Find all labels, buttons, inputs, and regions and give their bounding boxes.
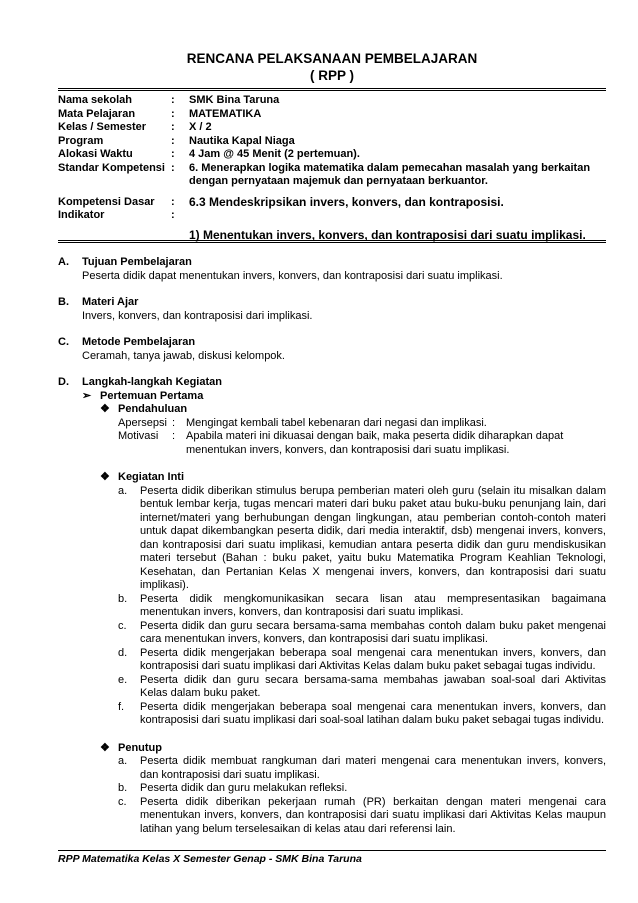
core-heading	[100, 471, 606, 485]
identity-row-time	[58, 148, 606, 162]
list-text: Peserta didik membuat rangkuman dari materi mengenai cara menentukan invers, konvers, dan kontraposisi dari suatu implikasi.	[140, 755, 606, 781]
identity-value: X / 2	[189, 121, 212, 133]
diamond-bullet-icon: ❖	[100, 741, 110, 754]
list-marker: c.	[118, 795, 127, 808]
identity-divider-double	[58, 242, 606, 243]
list-item	[118, 796, 606, 837]
core-list	[100, 485, 606, 728]
section-heading: Metode Pembelajaran	[82, 336, 196, 348]
kv-colon: :	[172, 430, 176, 442]
kv-key: Motivasi	[118, 430, 159, 442]
identity-value	[189, 209, 606, 223]
identity-label: Kompetensi Dasar	[58, 195, 155, 208]
top-divider-double	[58, 90, 606, 91]
meeting-heading	[82, 390, 606, 404]
list-marker: a.	[118, 755, 128, 767]
kv-colon: :	[172, 416, 176, 429]
list-marker: f.	[118, 700, 125, 713]
list-text: Peserta didik dan guru melakukan refleksi.	[140, 782, 348, 794]
identity-value: MATEMATIKA	[189, 107, 262, 120]
identity-colon: :	[171, 134, 175, 147]
kv-value: Apabila materi ini dikuasai dengan baik, maka peserta didik diharapkan dapat menentukan invers, konvers, dan kontraposisi dari suatu implikasi.	[186, 430, 564, 456]
identity-row-standard	[58, 162, 606, 189]
top-divider	[58, 88, 606, 89]
section-body: Ceramah, tanya jawab, diskusi kelompok.	[82, 349, 285, 362]
section-body: Invers, konvers, dan kontraposisi dari implikasi.	[82, 309, 313, 322]
identity-label: Kelas / Semester	[58, 121, 147, 133]
document-subtitle: ( RPP )	[309, 68, 354, 83]
section-activities	[58, 376, 606, 836]
identity-label: Program	[58, 134, 104, 147]
list-item	[118, 782, 606, 796]
list-text: Peserta didik diberikan stimulus berupa pemberian materi oleh guru (selain itu misalkan dalam bentuk lembar kerja, tugas mencari materi dari buku paket atau buku-buku penunjang lain, dari internet/materi yang berhubungan dengan lingkungan, atau pemberian contoh-contoh materi untuk dapat dikembangkan peserta didik, dari media interaktif, dsb) mengenai invers, konvers, dan kontraposisi dari suatu implikasi, kemudian antara peserta didik dan guru mendiskusikan materi tersebut (Bahan : buku paket, yaitu buku Matematika Program Keahlian Teknologi, Kesehatan, dan Pertanian Kelas X mengenai invers, konvers, dan kontraposisi dari suatu implikasi).	[140, 484, 606, 591]
identity-label: Mata Pelajaran	[58, 107, 136, 120]
closing-title: Penutup	[118, 741, 162, 754]
list-item	[118, 485, 606, 593]
diamond-bullet-icon: ❖	[100, 471, 110, 483]
list-marker: a.	[118, 484, 128, 497]
identity-label: Nama sekolah	[58, 94, 132, 106]
footer-divider	[58, 850, 606, 851]
identity-value: 6.3 Mendeskripsikan invers, konvers, dan kontraposisi.	[189, 194, 504, 209]
identity-colon: :	[171, 195, 175, 208]
meeting-title: Pertemuan Pertama	[100, 389, 204, 402]
section-method	[58, 336, 606, 363]
identity-label: Standar Kompetensi	[58, 161, 165, 174]
kv-key: Apersepsi	[118, 416, 167, 429]
list-item	[118, 701, 606, 728]
list-item	[118, 755, 606, 782]
motivasi-row	[118, 430, 606, 457]
apersepsi-row	[118, 417, 606, 431]
section-heading: Materi Ajar	[82, 296, 139, 308]
identity-value: Nautika Kapal Niaga	[189, 134, 295, 147]
list-text: Peserta didik diberikan pekerjaan rumah (PR) berkaitan dengan materi mengenai cara menentukan invers, konvers, dan kontraposisi dari suatu implikasi dari Aktivitas Kelas maupun latihan yang belum terselesaikan di kelas atau dari referensi lain.	[140, 795, 606, 835]
section-heading: Tujuan Pembelajaran	[82, 256, 192, 268]
identity-value: 6. Menerapkan logika matematika dalam pemecahan masalah yang berkaitan dengan pernyataan majemuk dan pernyataan berkuantor.	[189, 161, 591, 187]
kv-value: Mengingat kembali tabel kebenaran dari negasi dan implikasi.	[186, 416, 487, 429]
list-text: Peserta didik mengerjakan beberapa soal mengenai cara menentukan invers, konvers, dan kontraposisi dari suatu implikasi dari Aktivitas Kelas dalam buku paket sebagai tugas individu.	[140, 646, 606, 672]
page-footer: RPP Matematika Kelas X Semester Genap - SMK Bina Taruna	[58, 853, 362, 865]
identity-colon: :	[171, 121, 175, 133]
identity-row-subject	[58, 108, 606, 122]
identity-value: SMK Bina Taruna	[189, 94, 280, 106]
section-letter: B.	[58, 296, 69, 308]
core-title: Kegiatan Inti	[118, 471, 185, 483]
list-marker: b.	[118, 592, 128, 605]
identity-row-competency	[58, 196, 606, 210]
list-item	[118, 593, 606, 620]
identity-label: Indikator	[58, 209, 105, 221]
identity-row-school	[58, 94, 606, 108]
section-heading: Langkah-langkah Kegiatan	[82, 376, 222, 388]
list-text: Peserta didik mengerjakan beberapa soal mengenai cara menentukan invers, konvers, dan kontraposisi dari suatu implikasi dari soal-soal latihan dalam buku paket sebagai tugas individu.	[140, 700, 606, 726]
identity-colon: :	[171, 161, 175, 174]
list-marker: b.	[118, 782, 128, 794]
identity-row-class	[58, 121, 606, 135]
list-item	[118, 674, 606, 701]
identity-colon: :	[171, 148, 175, 160]
section-objective	[58, 256, 606, 283]
section-material	[58, 296, 606, 323]
identity-value: 4 Jam @ 45 Menit (2 pertemuan).	[189, 148, 360, 160]
list-text: Peserta didik mengkomunikasikan secara lisan atau mempresentasikan bagaimana menentukan invers, konvers, dan kontraposisi dari suatu implikasi.	[140, 592, 606, 618]
section-letter: D.	[58, 376, 69, 388]
diamond-bullet-icon: ❖	[100, 403, 110, 415]
list-item	[118, 647, 606, 674]
indicator-text: 1) Menentukan invers, konvers, dan kontraposisi dari suatu implikasi.	[189, 227, 586, 242]
list-text: Peserta didik dan guru secara bersama-sama membahas jawaban soal-soal dari Aktivitas Kelas dalam buku paket.	[140, 673, 606, 699]
identity-divider	[58, 240, 606, 241]
identity-row-indicator	[58, 209, 606, 223]
list-text: Peserta didik dan guru secara bersama-sama membahas contoh dalam buku paket mengenai cara menentukan invers, konvers, dan kontraposisi dari suatu implikasi.	[140, 619, 606, 645]
identity-row-program	[58, 135, 606, 149]
section-letter: A.	[58, 256, 69, 268]
document-title: RENCANA PELAKSANAAN PEMBELAJARAN	[186, 51, 478, 66]
closing-heading	[100, 742, 606, 756]
opening-heading	[100, 403, 606, 417]
list-marker: d.	[118, 646, 128, 659]
list-marker: c.	[118, 619, 127, 632]
identity-table	[58, 94, 606, 242]
opening-title: Pendahuluan	[118, 403, 188, 415]
identity-colon: :	[171, 94, 175, 106]
identity-colon: :	[171, 209, 175, 221]
identity-colon: :	[171, 107, 175, 120]
arrow-bullet-icon: ➢	[82, 389, 92, 402]
closing-list	[100, 755, 606, 836]
section-letter: C.	[58, 336, 69, 348]
identity-label: Alokasi Waktu	[58, 148, 133, 160]
list-marker: e.	[118, 673, 128, 686]
section-body: Peserta didik dapat menentukan invers, konvers, dan kontraposisi dari suatu implikasi.	[82, 269, 503, 282]
list-item	[118, 620, 606, 647]
